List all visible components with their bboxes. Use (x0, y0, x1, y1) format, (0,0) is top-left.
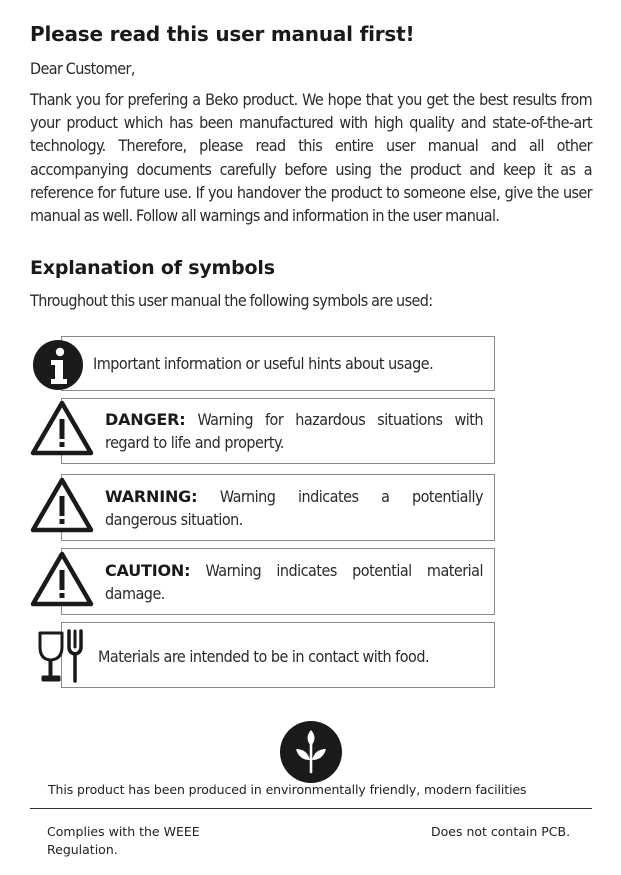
warning-triangle-icon (30, 550, 94, 608)
pcb-statement: Does not contain PCB. (431, 824, 571, 839)
info-icon (32, 339, 84, 391)
symbol-text: Materials are intended to be in contact with food. (98, 647, 430, 666)
warning-text: Warning indicates a potentially dangerous situation. (105, 487, 483, 529)
page-title: Please read this user manual first! (30, 22, 415, 46)
danger-text: Warning for hazardous situations with regard to life and property. (105, 410, 483, 452)
weee-compliance: Complies with the WEEE Regulation. (47, 824, 200, 857)
food-contact-icon (37, 627, 89, 683)
symbol-box-info (61, 336, 495, 391)
warning-label: WARNING: (105, 487, 198, 506)
symbol-text: Important information or useful hints about usage. (93, 354, 434, 373)
caution-text: Warning indicates potential material damage. (105, 561, 483, 603)
symbols-heading: Explanation of symbols (30, 257, 275, 279)
symbol-box-warning (61, 474, 495, 541)
symbols-intro: Throughout this user manual the following symbols are used: (30, 291, 433, 310)
symbol-text (105, 559, 483, 605)
symbol-box-food-contact (61, 622, 495, 688)
greeting: Dear Customer, (30, 59, 135, 78)
danger-label: DANGER: (105, 410, 186, 429)
symbol-box-caution (61, 548, 495, 615)
eco-statement: This product has been produced in environmentally friendly, modern facilities (48, 782, 527, 797)
warning-triangle-icon (30, 399, 94, 457)
symbol-text (105, 485, 483, 531)
divider (30, 808, 592, 809)
symbol-text (105, 408, 483, 454)
intro-paragraph: Thank you for prefering a Beko product. We hope that you get the best results from your product which has been manufactured with high quality and state-of-the-art technology. Therefore, please read this entire user manual and all other accompanying documents carefully before using the product and keep it as a reference for future use. If you handover the product to someone else, give the user manual as well. Follow all warnings and information in the user manual. (30, 90, 592, 226)
caution-label: CAUTION: (105, 561, 191, 580)
eco-leaf-icon (279, 720, 343, 784)
warning-triangle-icon (30, 476, 94, 534)
symbol-box-danger (61, 398, 495, 464)
